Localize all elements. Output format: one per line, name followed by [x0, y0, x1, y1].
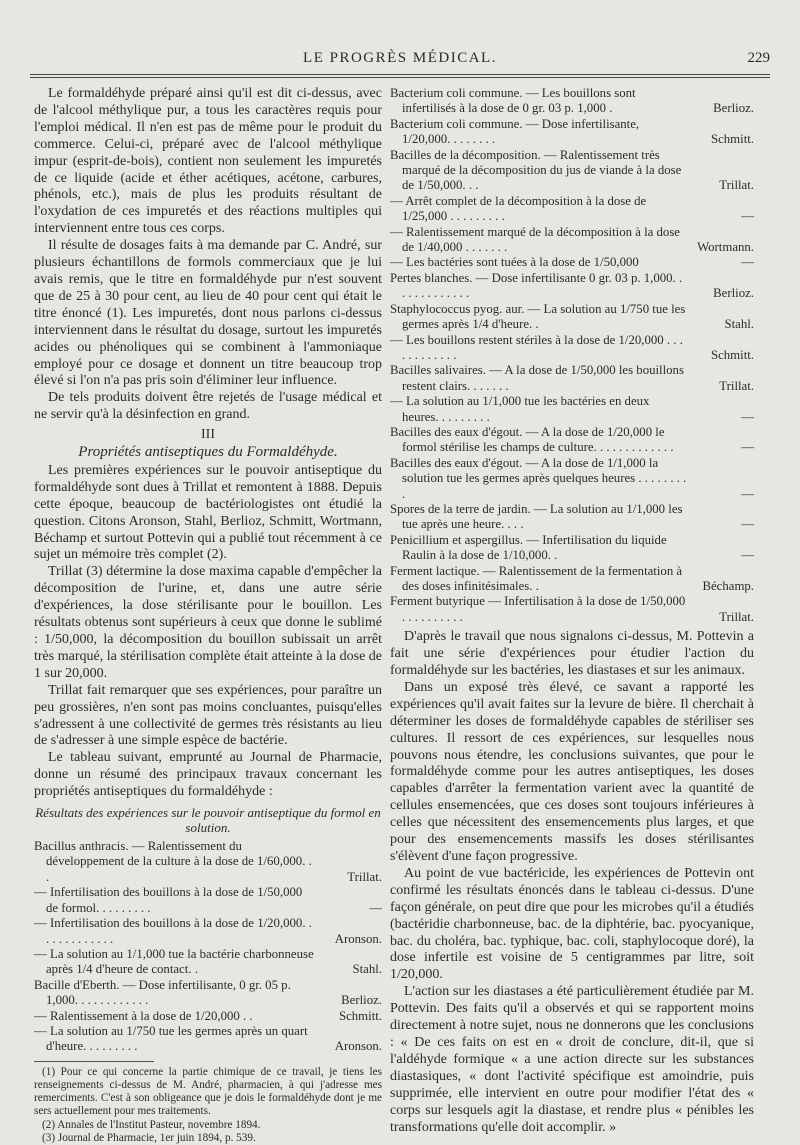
author: Béchamp.	[702, 579, 754, 593]
section-title: Propriétés antiseptiques du Formaldéhyde.	[78, 444, 338, 461]
author: Berlioz.	[713, 286, 754, 301]
paragraph: L'action sur les diastases a été particulièrement étudiée par M. Pottevin. Des faits qu'il a observés et qui se rapportent moins directement à notre sujet, nous ne donnerons que les conclusions : « De ces faits on est en « droit de conclure, dit-il, que si l'aldéhyde formique « a une action directe sur les substances diastasiques, « dont l'activité spécifique est amoindrie, puis supprimée, elle intervient en outre pour modifier l'état des « corps sur lesquels agit la diastase, et rendre plus « pénibles les transformations qu'elle doit accomplir. »	[390, 984, 754, 1135]
table-row: — La solution au 1/1,000 tue les bactéries en deux heures. . . . . . . . . —	[390, 394, 754, 424]
author: —	[741, 255, 754, 270]
paragraph: Trillat fait remarquer que ses expériences, pour paraître un peu grossières, n'en sont pas moins concluantes, puisqu'elles s'adressent à une collectivité de germes très résistants au lieu de s'adresser à une simple espèce de bactérie.	[34, 682, 382, 749]
discussion	[390, 629, 754, 1136]
table-row: Bacillus anthracis. — Ralentissement du développement de la culture à la dose de 1/60,000. . . Trillat.	[34, 839, 382, 884]
author: —	[741, 409, 754, 424]
header-rule-top	[30, 74, 770, 75]
table-row: — Infertilisation des bouillons à la dose de 1/50,000 de formol. . . . . . . . . —	[34, 885, 382, 915]
table-row: Bacille d'Eberth. — Dose infertilisante, 0 gr. 05 p. 1,000. . . . . . . . . . . . Berlioz.	[34, 977, 382, 1008]
page-header	[30, 44, 770, 72]
table-row: Bacilles des eaux d'égout. — A la dose de 1/1,000 la solution tue les germes après quelques heures . . . . . . . . . —	[390, 455, 754, 501]
author: —	[741, 486, 754, 501]
table-row: Spores de la terre de jardin. — La solution au 1/1,000 les tue après une heure. . . . —	[390, 501, 754, 532]
author: —	[741, 209, 754, 224]
paragraph: D'après le travail que nous signalons ci-dessus, M. Pottevin a fait une série d'expériences pour étudier l'action du formaldéhyde sur les bactéries, les diastases et sur les animaux.	[390, 629, 754, 679]
paragraph: Il résulte de dosages faits à ma demande par C. André, sur plusieurs échantillons de formols commerciaux que je lui avais remis, que le titre en formaldéhyde pur n'est souvent que de 25 à 30 pour cent, au lieu de 40 pour cent qui était le titre énoncé (1). Les impuretés, dont nous parlons ci-dessus interviennent dans le résultat du dosage, surtout les impuretés acides ou phénoliques qui se combinent à l'ammoniaque employé pour ce dosage et donnent un titre beaucoup trop élevé si l'on n'a pas pris soin d'éliminer leur influence.	[34, 238, 382, 389]
paragraph: Au point de vue bactéricide, les expériences de Pottevin ont confirmé les résultats énoncés dans le tableau ci-dessus. D'une façon générale, on peut dire que pour les microbes qu'il a étudiés (bactéridie charbonneuse, bac. de la diphtérie, bac. pyocyanique, bac. du choléra, bac. typhique, bac. coli, staphylocoque doré), la dose infertile est voisine de 5 centigrammes par litre, soit 1/20,000.	[390, 865, 754, 983]
author: Aronson.	[334, 1039, 382, 1054]
table-row: — Les bactéries sont tuées à la dose de 1/50,000 —	[390, 255, 754, 270]
table-heading: Résultats des expériences sur le pouvoir antiseptique du formol en solution.	[35, 805, 381, 836]
paragraph: Le tableau suivant, emprunté au Journal de Pharmacie, donne un résumé des principaux travaux concernant les propriétés antiseptiques du formaldéhyde :	[34, 750, 382, 800]
author: —	[741, 440, 754, 455]
table-row: — La solution au 1/750 tue les germes après un quart d'heure. . . . . . . . . Aronson.	[34, 1023, 382, 1054]
table-row: Ferment butyrique — Infertilisation à la dose de 1/50,000 . . . . . . . . . . Trillat.	[390, 594, 754, 624]
footnote: (3) Journal de Pharmacie, 1er juin 1894, p. 539.	[42, 1131, 256, 1144]
author: Schmitt.	[710, 132, 754, 147]
table-row: Bacterium coli commune. — Dose infertilisante, 1/20,000. . . . . . . . Schmitt.	[390, 116, 754, 147]
paragraph: Le formaldéhyde préparé ainsi qu'il est dit ci-dessus, avec de l'alcool méthylique pur, a tous les caractères requis pour l'emploi médical. Il n'en est pas de même pour le produit du commerce. Celui-ci, préparé avec de l'alcool méthylique impur (esprit-de-bois), contient non seulement les impuretés de ce liquide (acide et éther acétiques, acétone, carbures, phénols, etc.), mais de plus les produits résultant de l'oxydation de ces impuretés et des réactions multiples qui interviennent entre tous ces corps.	[34, 86, 382, 237]
right-column	[390, 86, 754, 1136]
paragraph: Trillat (3) détermine la dose maxima capable d'empêcher la décomposition de l'urine, et, dans une autre série d'expériences, la dose stérilisante pour le bouillon. Les résultats obtenus sont supérieurs à ceux que donne le sublimé : 1/50,000, la décomposition du bouillon subissait un arrêt très marqué, la stérilisation complète était atteinte à la dose de 1 sur 20,000.	[34, 564, 382, 681]
table-row: — Ralentissement marqué de la décomposition à la dose de 1/40,000 . . . . . . . Wortmann.	[390, 224, 754, 255]
author: Berlioz.	[341, 993, 382, 1008]
author: —	[741, 517, 754, 532]
running-title: LE PROGRÈS MÉDICAL.	[303, 50, 497, 66]
paragraph: Dans un exposé très élevé, ce savant a rapporté les expériences qu'il avait faites sur la levure de bière. Il cherchait à déterminer les doses de formaldéhyde capables de stériliser ses cultures. Il ressort de ces expériences, sur lesquelles nous pouvons nous étendre, les conclusions suivantes, que pour le formaldéhyde comme pour les autres antiseptiques, les doses capables d'arrêter la fermentation varient avec la quantité de cellules ensemencées, que ces doses sont toujours inférieures à celles que nécessitent des ensemencements plus larges, et que pour des ensemencements massifs les doses stérilisantes s'élèvent d'une façon progressive.	[390, 679, 754, 864]
footnote-separator	[34, 1061, 154, 1062]
author: Trillat.	[719, 378, 754, 393]
results-table-right	[390, 86, 754, 625]
section-number: III	[201, 427, 215, 443]
author: Aronson.	[334, 931, 382, 946]
table-row: Bacilles de la décomposition. — Ralentissement très marqué de la décomposition du jus de viande à la dose de 1/50,000. . . Trillat.	[390, 147, 754, 193]
author: Trillat.	[719, 609, 754, 624]
table-row: Ferment lactique. — Ralentissement de la fermentation à des doses infinitésimales. . Béchamp.	[390, 563, 754, 593]
author: Berlioz.	[713, 101, 754, 116]
page-number: 229	[747, 50, 770, 66]
table-row: — Ralentissement à la dose de 1/20,000 . . Schmitt.	[34, 1008, 382, 1023]
table-row: Bacilles des eaux d'égout. — A la dose de 1/20,000 le formol stérilise les champs de culture. . . . . . . . . . . . . —	[390, 424, 754, 455]
table-row: Bacilles salivaires. — A la dose de 1/50,000 les bouillons restent clairs. . . . . . . Trillat.	[390, 363, 754, 393]
author: Stahl.	[352, 962, 382, 977]
author: Stahl.	[724, 317, 754, 332]
table-row: Bacterium coli commune. — Les bouillons sont infertilisés à la dose de 0 gr. 03 p. 1,000 . Berlioz.	[390, 86, 754, 116]
author: —	[369, 900, 382, 915]
author: Wortmann.	[697, 240, 754, 255]
table-row: Staphylococcus pyog. aur. — La solution au 1/750 tue les germes après 1/4 d'heure. . Stahl.	[390, 301, 754, 332]
table-row: — Arrêt complet de la décomposition à la dose de 1/25,000 . . . . . . . . . —	[390, 193, 754, 224]
table-row: Pertes blanches. — Dose infertilisante 0 gr. 03 p. 1,000. . . . . . . . . . . . . Berlioz.	[390, 270, 754, 301]
left-column	[34, 86, 382, 1145]
author: —	[741, 548, 754, 563]
author: Trillat.	[719, 178, 754, 193]
author: Trillat.	[347, 869, 382, 884]
table-row: — La solution au 1/1,000 tue la bactérie charbonneuse après 1/4 d'heure de contact. . Stahl.	[34, 946, 382, 977]
footnote: (1) Pour ce qui concerne la partie chimique de ce travail, je tiens les renseignements ci-dessus de M. André, pharmacien, à qui j'adresse mes remerciments. C'est à son obligeance que je dois le formaldéhyde dont je me sers actuellement pour mes traitements.	[34, 1065, 382, 1118]
results-table-left	[34, 839, 382, 1055]
table-row: — Les bouillons restent stériles à la dose de 1/20,000 . . . . . . . . . . . . Schmitt.	[390, 332, 754, 362]
header-rule-bottom	[30, 77, 770, 78]
author: Schmitt.	[338, 1008, 382, 1023]
footnotes	[34, 1066, 382, 1145]
paragraph: Les premières expériences sur le pouvoir antiseptique du formaldéhyde sont dues à Trillat et remontent à 1888. Depuis cette époque, beaucoup de bactériologistes ont étudié la question. Citons Aronson, Stahl, Berlioz, Schmitt, Wortmann, Béchamp et surtout Pottevin qui a publié tout récemment à ce sujet un mémoire très complet (2).	[34, 462, 382, 563]
table-row: Penicillium et aspergillus. — Infertilisation du liquide Raulin à la dose de 1/10,000. . —	[390, 532, 754, 563]
author: Schmitt.	[710, 347, 754, 362]
paragraph: De tels produits doivent être rejetés de l'usage médical et ne servir qu'à la désinfection en grand.	[34, 390, 382, 423]
table-row: — Infertilisation des bouillons à la dose de 1/20,000. . . . . . . . . . . . . Aronson.	[34, 916, 382, 946]
footnote: (2) Annales de l'Institut Pasteur, novembre 1894.	[42, 1118, 261, 1131]
